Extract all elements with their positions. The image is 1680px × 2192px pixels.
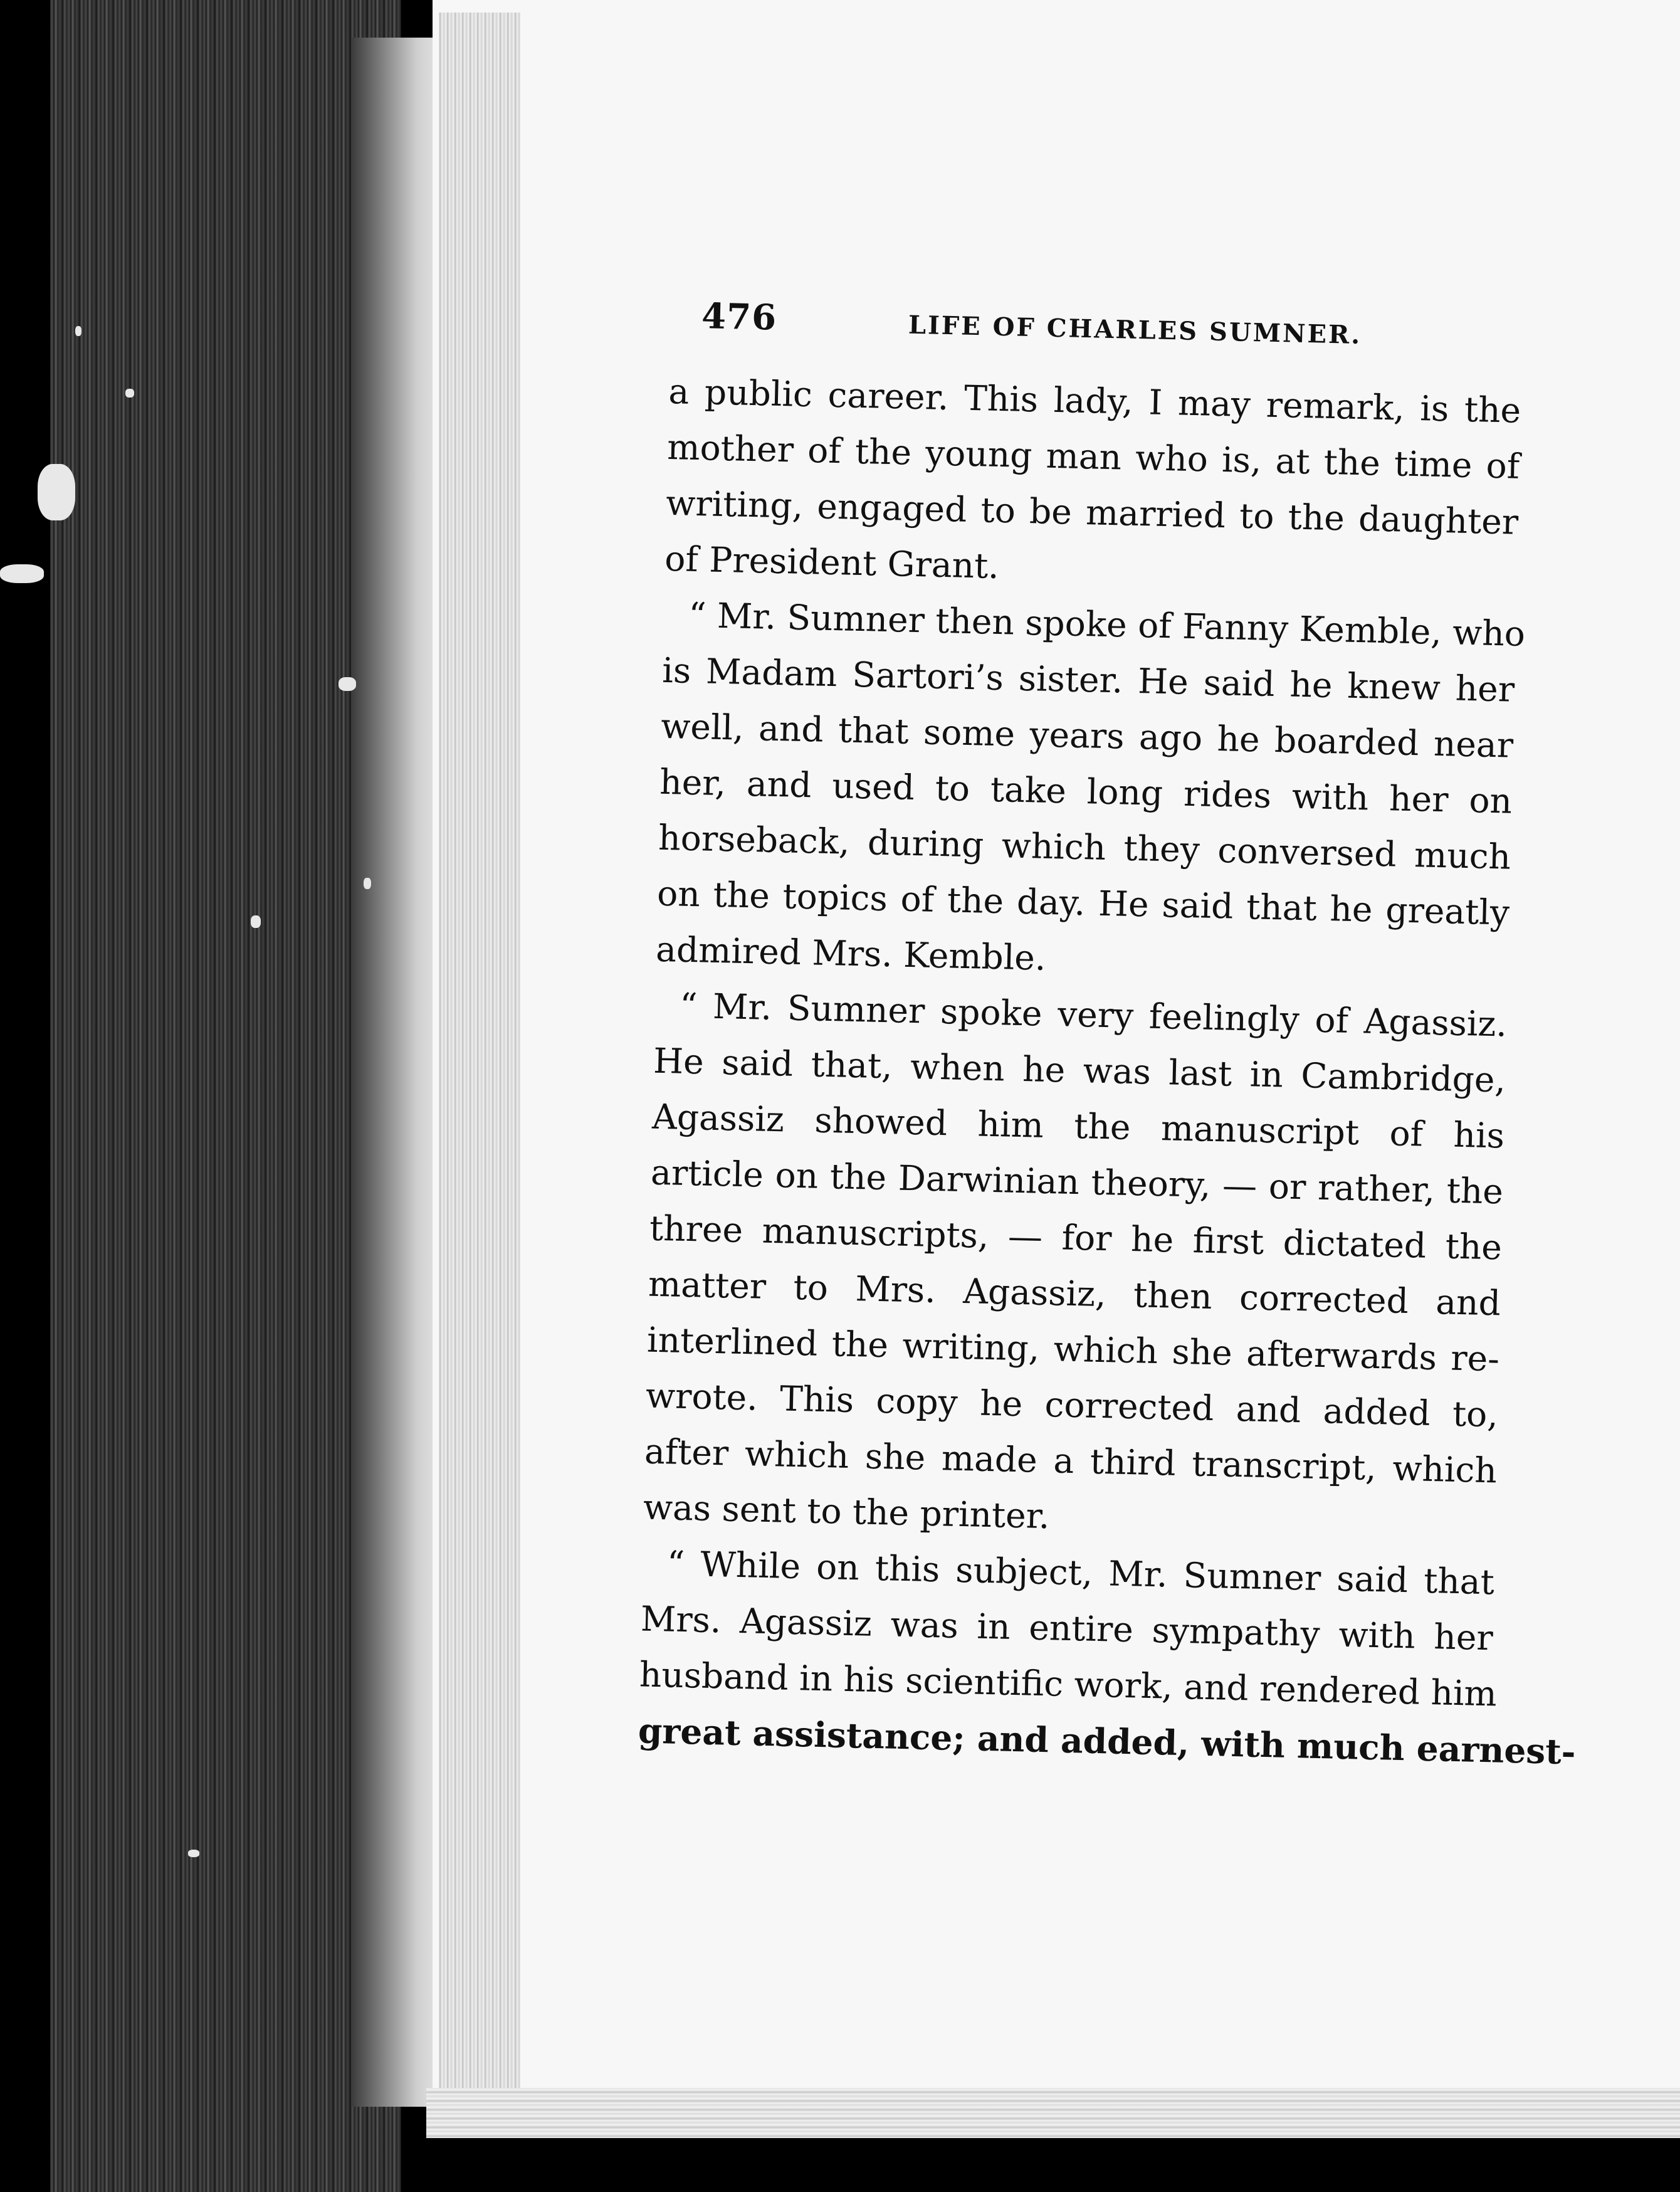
text-line: well, and that some years ago he boarded near: [660, 705, 1514, 766]
text-line: interlined the writing, which she afterwards re-: [646, 1319, 1500, 1379]
page-bottom-edges: [426, 2088, 1680, 2138]
text-line: is Madam Sartori’s sister. He said he knew her: [661, 650, 1515, 710]
text-line: on the topics of the day. He said that he greatly: [656, 873, 1510, 933]
dust-speck: [339, 677, 356, 691]
text-line: “ Mr. Sumner then spoke of Fanny Kemble, who: [688, 594, 1526, 655]
text-line: wrote. This copy he corrected and added to,: [645, 1375, 1499, 1435]
text-line: was sent to the printer.: [643, 1487, 1051, 1537]
text-line: great assistance; and added, with much earnest-: [638, 1710, 1577, 1773]
dust-speck: [188, 1850, 199, 1857]
text-line: writing, engaged to be married to the daughter: [665, 482, 1519, 542]
dust-speck: [364, 878, 371, 889]
dust-speck: [0, 564, 44, 583]
gutter-shadow: [351, 38, 445, 2107]
text-line: of President Grant.: [664, 538, 1000, 586]
text-line: husband in his scientific work, and rendered him: [639, 1654, 1498, 1714]
text-line: “ Mr. Sumner spoke very feelingly of Agassiz.: [679, 985, 1508, 1045]
text-line: admired Mrs. Kemble.: [655, 929, 1047, 978]
dust-speck: [75, 326, 81, 336]
text-line: a public career. This lady, I may remark, is the: [668, 371, 1521, 431]
text-line: three manuscripts, — for he first dictated the: [649, 1208, 1503, 1268]
page-text: [638, 295, 1577, 1778]
book-spine: [50, 0, 401, 2192]
dust-speck: [125, 389, 134, 398]
dust-speck: [251, 915, 261, 928]
body-text: [638, 364, 1577, 1778]
text-line: matter to Mrs. Agassiz, then corrected and: [648, 1263, 1501, 1324]
dust-speck: [38, 464, 75, 520]
text-line: Agassiz showed him the manuscript of his: [651, 1096, 1505, 1156]
text-line: article on the Darwinian theory, — or rather, the: [650, 1152, 1504, 1212]
page-edges: [439, 13, 520, 2132]
text-line: He said that, when he was last in Cambridge,: [653, 1040, 1506, 1100]
text-line: mother of the young man who is, at the time of: [666, 426, 1520, 487]
text-line: after which she made a third transcript, which: [644, 1431, 1498, 1491]
running-title: LIFE OF CHARLES SUMNER.: [908, 310, 1362, 350]
text-line: her, and used to take long rides with her on: [659, 761, 1513, 821]
text-line: horseback, during which they conversed much: [658, 817, 1511, 877]
text-line: “ While on this subject, Mr. Sumner said that: [666, 1543, 1495, 1603]
text-line: Mrs. Agassiz was in entire sympathy with her: [640, 1598, 1494, 1658]
page-number: 476: [701, 295, 777, 339]
